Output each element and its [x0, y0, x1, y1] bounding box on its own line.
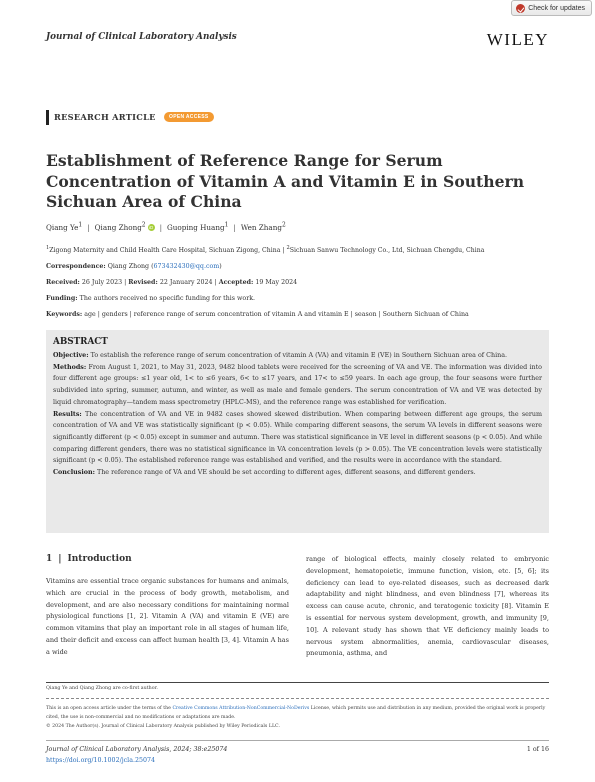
- license-text: This is an open access article under the terms of the Creative Commons Attribution-NonCommercial-NoDerivs License, which permits use and distribution in any medium, provided the original work is properly cited, the use is non-commercial and no modifications or adaptations are made. © 2024 The Author(s). Journal of Clinical Laboratory Analysis published by Wiley Periodicals LLC.: [46, 706, 546, 729]
- email-link[interactable]: 673432430@qq.com: [153, 263, 220, 270]
- author-link[interactable]: Guoping Huang$^1$: [167, 222, 229, 233]
- abstract-results: Results: The concentration of VA and VE in 9482 cases showed skewed distribution. When comparing between different age groups, the serum concentration of VA and VE was statistically significant (p < 0.05). While comparing different seasons, the serum VA levels in different seasons were significantly different (p < 0.05) except in summer and autumn. There was statistical significance in VE level in different seasons (p < 0.05). And while comparing different genders, there was no statistical significance in VA concentration levels (p > 0.05). The VE concentration levels were statistically significant (p < 0.05). The established reference range was established and verified, and the results were in accordance with the standard.: [53, 410, 542, 465]
- keywords: Keywords: age | genders | reference range of serum concentration of vitamin A and vitamin E | season | Southern Sichuan of China: [46, 311, 469, 318]
- check-for-updates-button[interactable]: [511, 0, 592, 16]
- cofirst-note: Qiang Ye and Qiang Zhong are co-first author.: [46, 686, 158, 691]
- article-type: RESEARCH ARTICLE: [54, 112, 156, 122]
- funding: Funding: The authors received no specific funding for this work.: [46, 295, 256, 302]
- section-heading: 1 | Introduction: [46, 554, 132, 564]
- author-list: Qiang Ye$^1$ | Qiang Zhong$^2$ iD | Guoping Huang$^1$ | Wen Zhang$^2$: [46, 222, 286, 233]
- article-title: Establishment of Reference Range for Serum Concentration of Vitamin A and Vitamin E in Southern Sichuan Area of China: [46, 151, 525, 211]
- article-dates: Received: 26 July 2023 | Revised: 22 January 2024 | Accepted: 19 May 2024: [46, 279, 298, 286]
- footnote-divider: [46, 682, 549, 683]
- orcid-icon[interactable]: iD: [149, 225, 154, 231]
- abstract-conclusion: Conclusion: The reference range of VA and VE should be set according to different ages, different seasons, and different genders.: [53, 469, 476, 477]
- check-updates-label: Check for updates: [528, 4, 585, 12]
- abstract-box: [46, 330, 549, 533]
- author-link[interactable]: Qiang Zhong$^2$: [94, 222, 146, 233]
- author-link[interactable]: Wen Zhang$^2$: [240, 222, 286, 233]
- doi-link[interactable]: https://doi.org/10.1002/jcla.25074: [46, 757, 155, 764]
- intro-text-left: Vitamins are essential trace organic substances for humans and animals, which are crucial in the process of body growth, metabolism, and development, and are also necessary conditions for maintaining normal physiological functions [1, 2]. Vitamin A (VA) and vitamin E (VE) are common vitamins that play an important role in all stages of human life, and their deficit and excess can affect human health [3, 4]. Vitamin A has a wide: [46, 577, 289, 656]
- license-divider: [46, 698, 549, 699]
- article-type-bar: [46, 110, 49, 125]
- publisher-logo: WILEY: [486, 30, 549, 49]
- license-link[interactable]: Creative Commons Attribution-NonCommercial-NoDerivs: [172, 706, 310, 711]
- journal-name: Journal of Clinical Laboratory Analysis: [46, 32, 237, 42]
- copyright: © 2024 The Author(s). Journal of Clinical Laboratory Analysis published by Wiley Periodicals LLC.: [46, 724, 280, 729]
- correspondence: Correspondence: Qiang Zhong (673432430@qq.com): [46, 263, 222, 270]
- page-number: 1 of 16: [526, 746, 549, 753]
- footer-divider: [46, 740, 549, 741]
- affiliations: $^1$Zigong Maternity and Child Health Care Hospital, Sichuan Zigong, China | $^2$Sichuan Sanwu Technology Co., Ltd, Sichuan Chengdu, China: [46, 245, 485, 255]
- abstract-methods: Methods: From August 1, 2021, to May 31, 2023, 9482 blood tablets were received for the screening of VA and VE. The information was divided into four different age groups: ≤1 year old, 1< to ≤6 years, 6< to ≤17 years, and 17< to ≤59 years. In each age group, the four seasons were further subdivided into spring, summer, autumn, and winter, as well as male and female genders. The serum concentration of VA and VE was detected by liquid chromatography—tandem mass spectrometry (HPLC-MS), and the reference range was established for verification.: [53, 363, 542, 406]
- author-link[interactable]: Qiang Ye$^1$: [46, 222, 83, 233]
- abstract-objective: Objective: To establish the reference range of serum concentration of vitamin A (VA) and vitamin E (VE) in Southern Sichuan area of China.: [53, 352, 507, 359]
- open-access-badge: OPEN ACCESS: [164, 112, 214, 122]
- abstract-heading: ABSTRACT: [53, 337, 108, 347]
- intro-text-right: range of biological effects, mainly closely related to embryonic development, hematopoietic, immune function, vision, etc. [5, 6]; its deficiency can lead to eye-related diseases, such as decreased dark adaptability and night blindness, and even blindness [7], whereas its excess can cause acute, chronic, and teratogenic toxicity [8]. Vitamin E is essential for nervous system development, growth, and immunity [9, 10]. A relevant study has shown that VE deficiency mainly leads to nervous system abnormalities, anemia, cardiovascular diseases, pneumonia, asthma, and: [306, 555, 549, 658]
- citation: Journal of Clinical Laboratory Analysis, 2024; 38:e25074: [46, 746, 228, 753]
- check-updates-icon: [516, 4, 525, 13]
